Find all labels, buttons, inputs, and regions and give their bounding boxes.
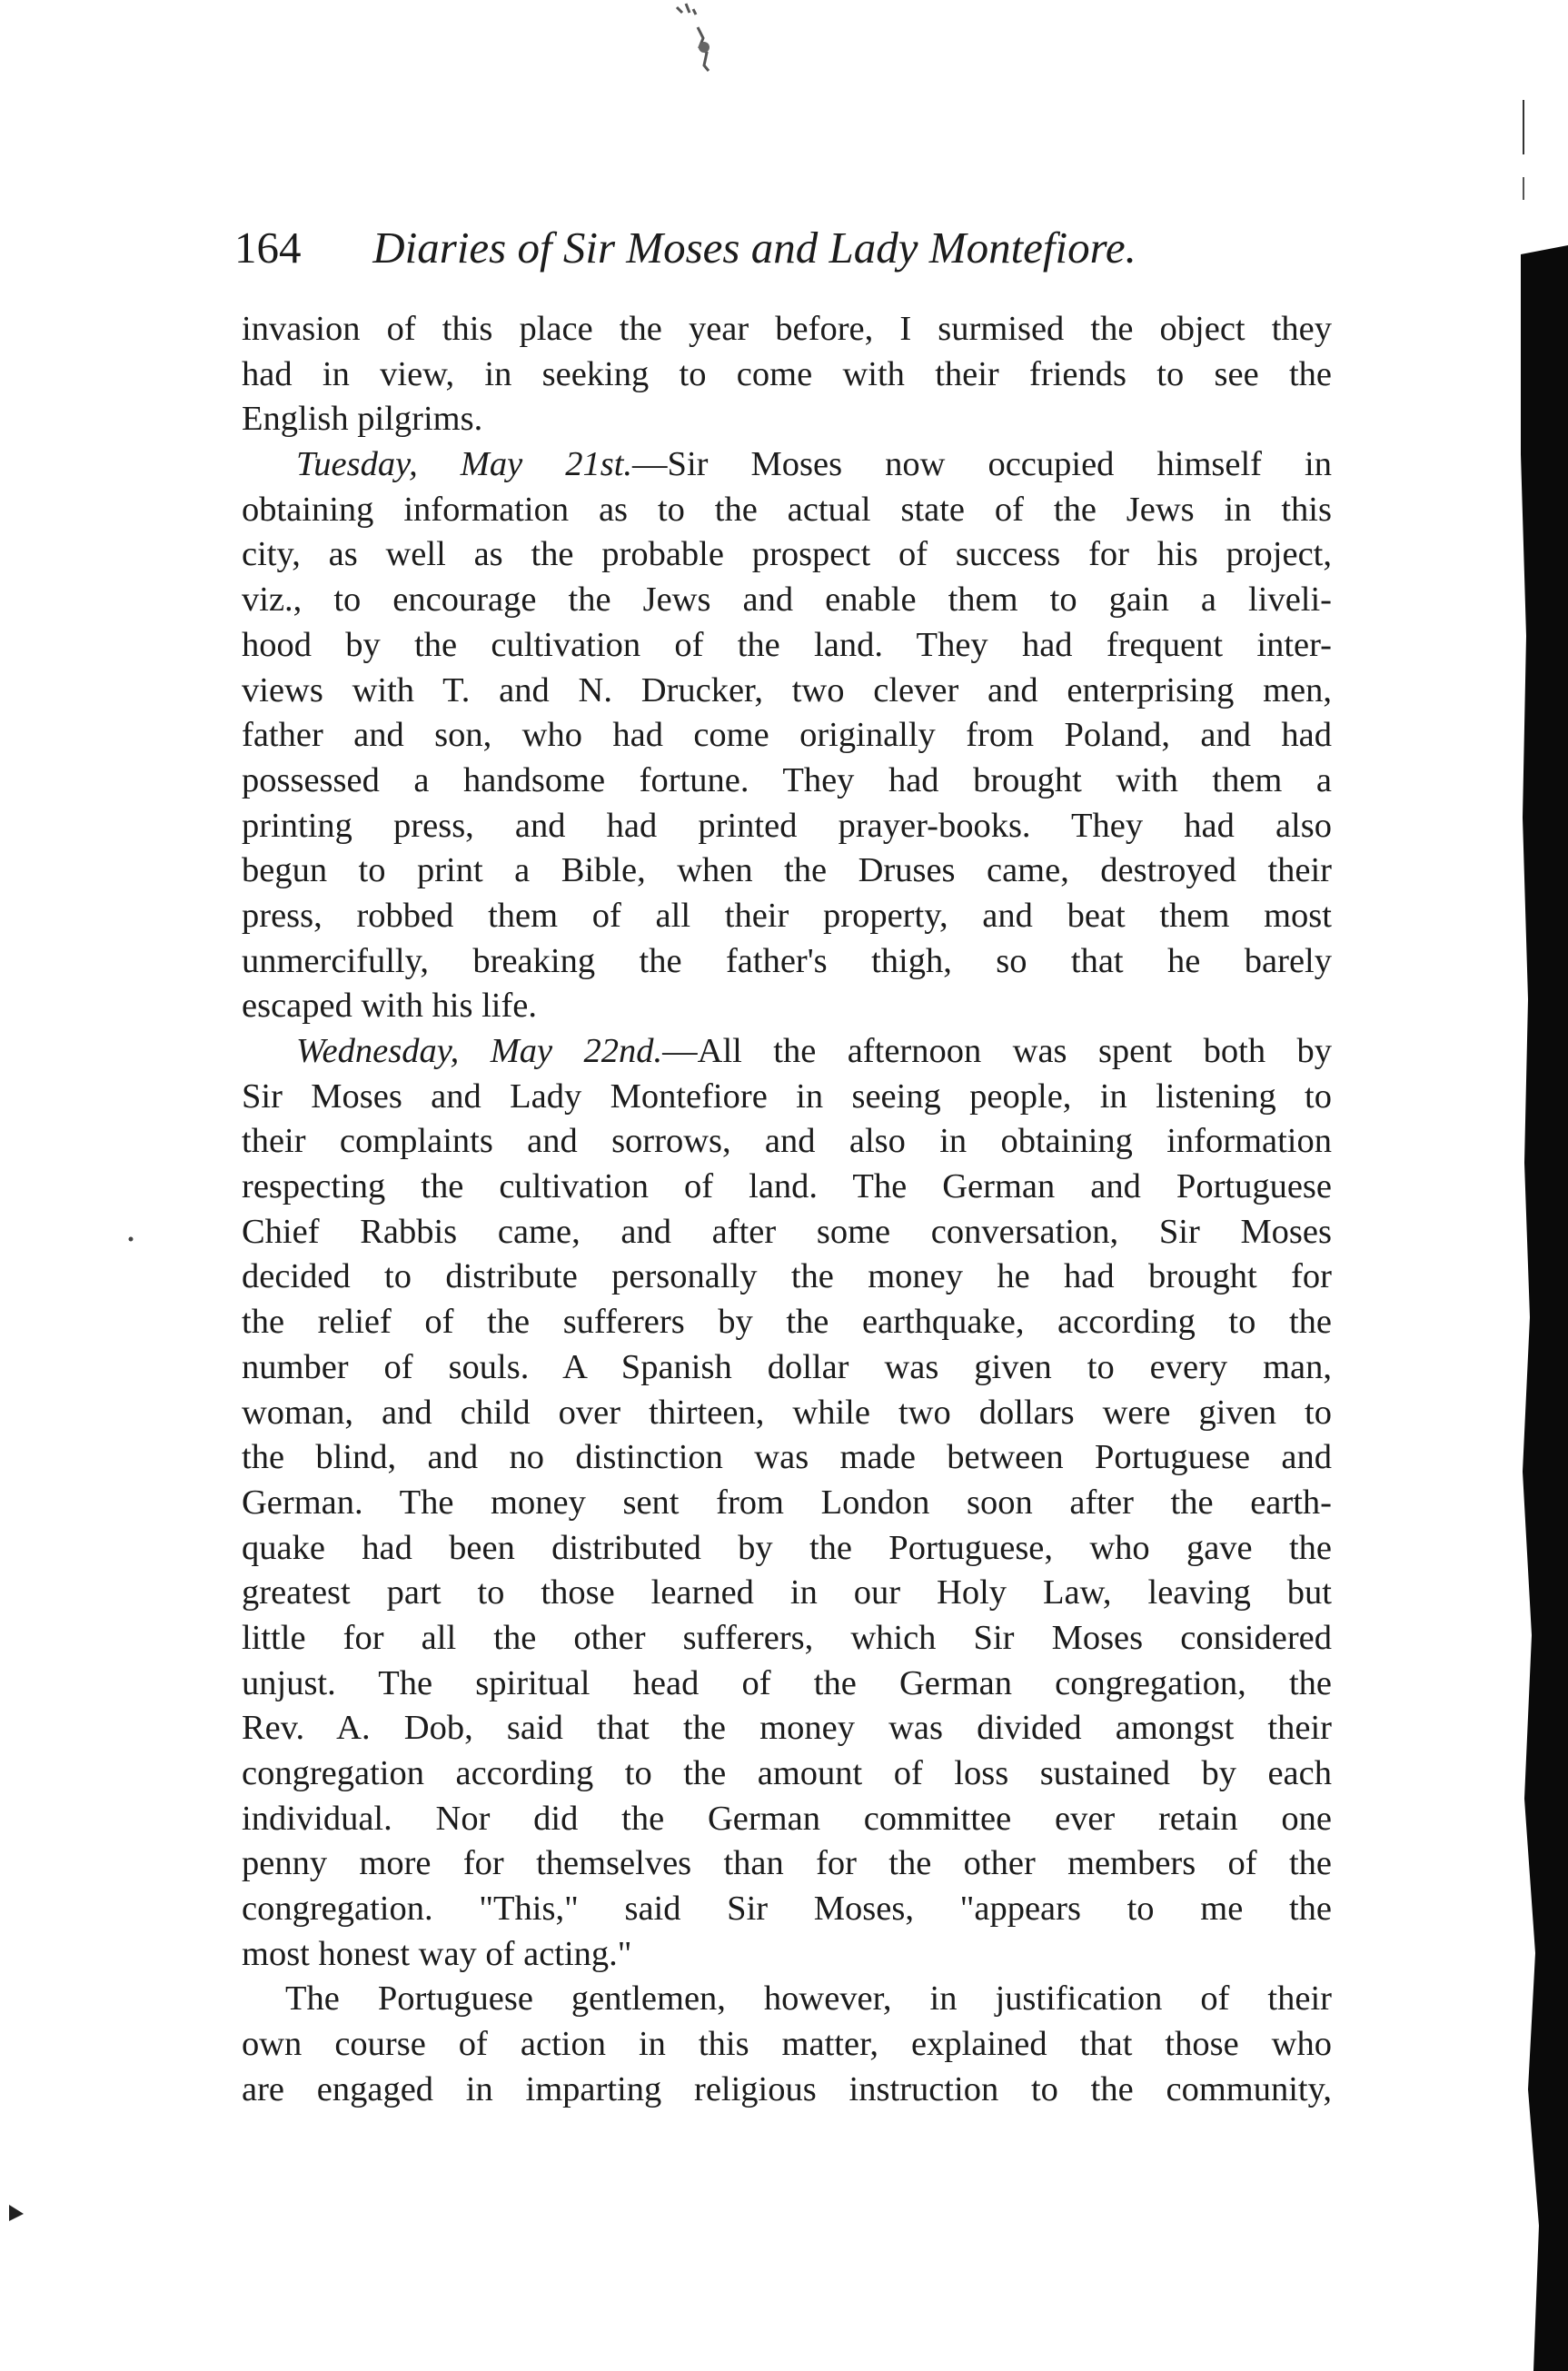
text-line: the relief of the sufferers by the earthquake, according to the	[242, 1303, 1332, 1342]
text-line: printing press, and had printed prayer-books. They had also	[242, 806, 1332, 845]
text-line: number of souls. A Spanish dollar was given to every man,	[242, 1347, 1332, 1386]
text-line: German. The money sent from London soon after the earth-	[242, 1483, 1332, 1522]
text-line: Sir Moses and Lady Montefiore in seeing people, in listening to	[242, 1076, 1332, 1116]
text-line: most honest way of acting."	[242, 1934, 632, 1973]
text-line: possessed a handsome fortune. They had brought with them a	[242, 760, 1332, 799]
text-line: individual. Nor did the German committee ever retain one	[242, 1799, 1332, 1838]
text-line-with-dateline	[242, 442, 1332, 488]
text-line: quake had been distributed by the Portuguese, who gave the	[242, 1528, 1332, 1567]
text-line: the blind, and no distinction was made between Portuguese and	[242, 1438, 1332, 1477]
text-line: father and son, who had come originally from Poland, and had	[242, 716, 1332, 755]
scan-smudge-mark	[668, 0, 722, 82]
text-line: views with T. and N. Drucker, two clever and enterprising men,	[242, 670, 1332, 709]
stray-dot-mark	[127, 1235, 134, 1243]
text-line: penny more for themselves than for the other members of the	[242, 1844, 1332, 1883]
text-line: English pilgrims.	[242, 400, 483, 439]
text-line: viz., to encourage the Jews and enable them to gain a liveli-	[242, 580, 1332, 620]
dateline: Tuesday, May 21st.	[296, 445, 633, 484]
text-line: Rev. A. Dob, said that the money was divided amongst their	[242, 1709, 1332, 1748]
paragraph-1	[242, 307, 1332, 442]
text-line: woman, and child over thirteen, while two dollars were given to	[242, 1393, 1332, 1432]
dateline: Wednesday, May 22nd.	[296, 1032, 663, 1070]
scan-dark-edge	[1515, 0, 1568, 2371]
text-line: their complaints and sorrows, and also in obtaining information	[242, 1122, 1332, 1161]
text-line: congregation. "This," said Sir Moses, "appears to me the	[242, 1890, 1332, 1929]
text-line: congregation according to the amount of loss sustained by each	[242, 1754, 1332, 1792]
text-line: unjust. The spiritual head of the German congregation, the	[242, 1663, 1332, 1702]
text-line-rest: —All the afternoon was spent both by	[662, 1032, 1332, 1070]
text-line: unmercifully, breaking the father's thigh, so that he barely	[242, 941, 1332, 980]
text-line: escaped with his life.	[242, 987, 538, 1026]
text-line: obtaining information as to the actual state of the Jews in this	[242, 490, 1332, 529]
running-title: Diaries of Sir Moses and Lady Montefiore.	[372, 223, 1136, 273]
text-line: Chief Rabbis came, and after some conversation, Sir Moses	[242, 1212, 1332, 1251]
stray-arrow-mark	[7, 2203, 27, 2223]
text-line: had in view, in seeking to come with their friends to see the	[242, 354, 1332, 393]
text-line: are engaged in imparting religious instruction to the community,	[242, 2069, 1332, 2108]
text-line: greatest part to those learned in our Holy Law, leaving but	[242, 1573, 1332, 1612]
running-head	[234, 216, 1325, 280]
text-line: invasion of this place the year before, I surmised the object they	[242, 310, 1332, 348]
text-line: respecting the cultivation of land. The German and Portuguese	[242, 1167, 1332, 1206]
body-text	[242, 307, 1332, 2113]
text-line: city, as well as the probable prospect of success for his project,	[242, 535, 1332, 574]
paragraph-4	[242, 1977, 1332, 2112]
text-line: The Portuguese gentlemen, however, in justification of their	[285, 1979, 1332, 2019]
text-line: press, robbed them of all their property, and beat them most	[242, 896, 1332, 935]
text-line-with-dateline	[242, 1029, 1332, 1075]
text-line: hood by the cultivation of the land. They had frequent inter-	[242, 625, 1332, 664]
text-line-rest: —Sir Moses now occupied himself in	[632, 445, 1332, 484]
text-line: little for all the other sufferers, which Sir Moses considered	[242, 1618, 1332, 1657]
paragraph-2	[242, 442, 1332, 1029]
text-line: begun to print a Bible, when the Druses came, destroyed their	[242, 851, 1332, 890]
text-line: own course of action in this matter, explained that those who	[242, 2025, 1332, 2064]
text-line: decided to distribute personally the money he had brought for	[242, 1257, 1332, 1296]
page-number: 164	[234, 223, 302, 273]
paragraph-3	[242, 1029, 1332, 1977]
